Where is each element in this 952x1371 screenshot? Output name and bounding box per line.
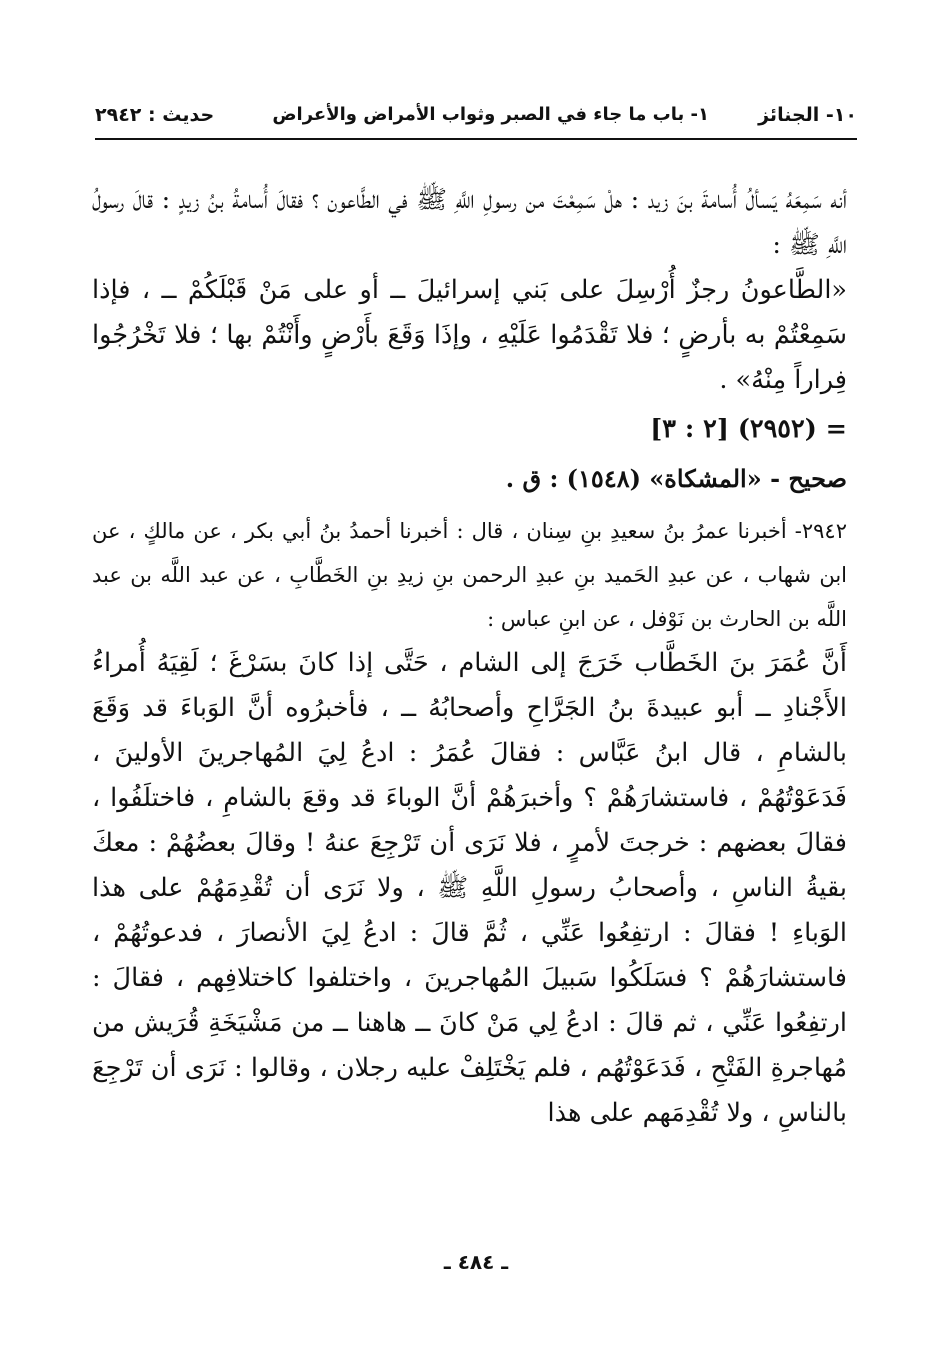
header-divider [95, 138, 857, 140]
chapter-title: ١٠- الجنائز [758, 104, 857, 126]
hadith-text: أَنَّ عُمَرَ بنَ الخَطَّاب خَرَجَ إلى الشام ، حَتَّى إذا كانَ بسَرْغَ ؛ لَقِيَهُ أُمراءُ الأَجْنادِ ــ أبو عبيدةَ بنُ الجَرَّاحِ وأصحابُهُ ــ ، فأخبرُوه أنَّ الوَباءَ قد وَقَعَ بالشامِ ، قال ابنُ عَبَّاس : فقالَ عُمَرُ : ادعُ لِيَ المُهاجرينَ الأولينَ ، فَدَعَوْتُهُمْ ، فاستشارَهُمْ ؟ وأخبرَهُمْ أنَّ الوباءَ قد وقعَ بالشامِ ، فاختلَفُوا ، فقالَ بعضهم : خرجتَ لأمرٍ ، فلا نَرَى أن تَرْجِعَ عنهُ ! وقالَ بعضُهُمْ : معكَ بقيةُ الناسِ ، وأصحابُ رسولِ اللَّهِ ﷺ ، ولا نَرَى أن تُقْدِمَهُمْ على هذا الوَباءِ ! فقالَ : ارتفِعُوا عَنِّي ، ثُمَّ قالَ : ادعُ لِيَ الأنصارَ ، فدعوتُهُمْ ، فاستشارَهُمْ ؟ فسَلَكُوا سَبيلَ المُهاجرينَ ، واختلفوا كاختلافِهم ، فقالَ : ارتفِعُوا عَنِّي ، ثم قالَ : ادعُ لِي مَنْ كانَ ــ هاهنا ــ من مَشْيَخَةِ قُرَيش من مُهاجرةِ الفَتْحِ ، فَدَعَوْتُهُم ، فلم يَخْتَلِفْ عليه رجلان ، وقالوا : نَرَى أن تَرْجِعَ بالناسِ ، ولا تُقْدِمَهم على هذا [92, 648, 847, 1128]
running-header [95, 100, 857, 136]
hadith-reference: حديث : ٢٩٤٢ [95, 104, 215, 126]
hadith-quote-text: «الطَّاعونُ رجزٌ أُرْسِلَ على بَني إسرائيلَ ــ أو على مَنْ قَبْلَكُمْ ــ ، فإذا سَمِعْتُمْ به بأرضٍ ؛ فلا تَقْدَمُوا عَلَيْهِ ، وإذَا وَقَعَ بأَرْضٍ وأَنْتُمْ بها ؛ فلا تَخْرُجُوا فِراراً مِنْهُ» . [92, 275, 847, 395]
page-body [92, 178, 847, 1136]
hadith-chain-of-narration: ٢٩٤٢- أخبرنا عمرُ بنُ سعيدِ بنِ سِنان ، قال : أخبرنا أحمدُ بنُ أبي بكر ، عن مالكٍ ، عن ابن شهاب ، عن عبدِ الحَميد بنِ عبدِ الرحمن بنِ زيدِ بنِ الخَطَّابِ ، عن عبد اللَّه بن عبد اللَّه بن الحارث بن نَوْفل ، عن ابنِ عباس : [92, 519, 847, 631]
grading-note: صحيح - «المشكاة» (١٥٤٨) : ق . [505, 464, 847, 493]
section-title: ١- باب ما جاء في الصبر وثواب الأمراض والأعراض [272, 104, 709, 125]
hadith-continuation-text: أنه سَمِعَهُ يَسألُ أُسامةَ بنَ زيد : هلْ سَمِعْتَ من رسولِ اللَّهِ ﷺ في الطَّاعون ؟ فقالَ أُسامةُ بنُ زيدٍ : قالَ رسولُ اللَّهِ ﷺ : [92, 185, 847, 260]
page-number: ـ ٤٨٤ ـ [443, 1250, 509, 1274]
cross-reference: = (٢٩٥٢) [٢ : ٣] [650, 414, 847, 444]
